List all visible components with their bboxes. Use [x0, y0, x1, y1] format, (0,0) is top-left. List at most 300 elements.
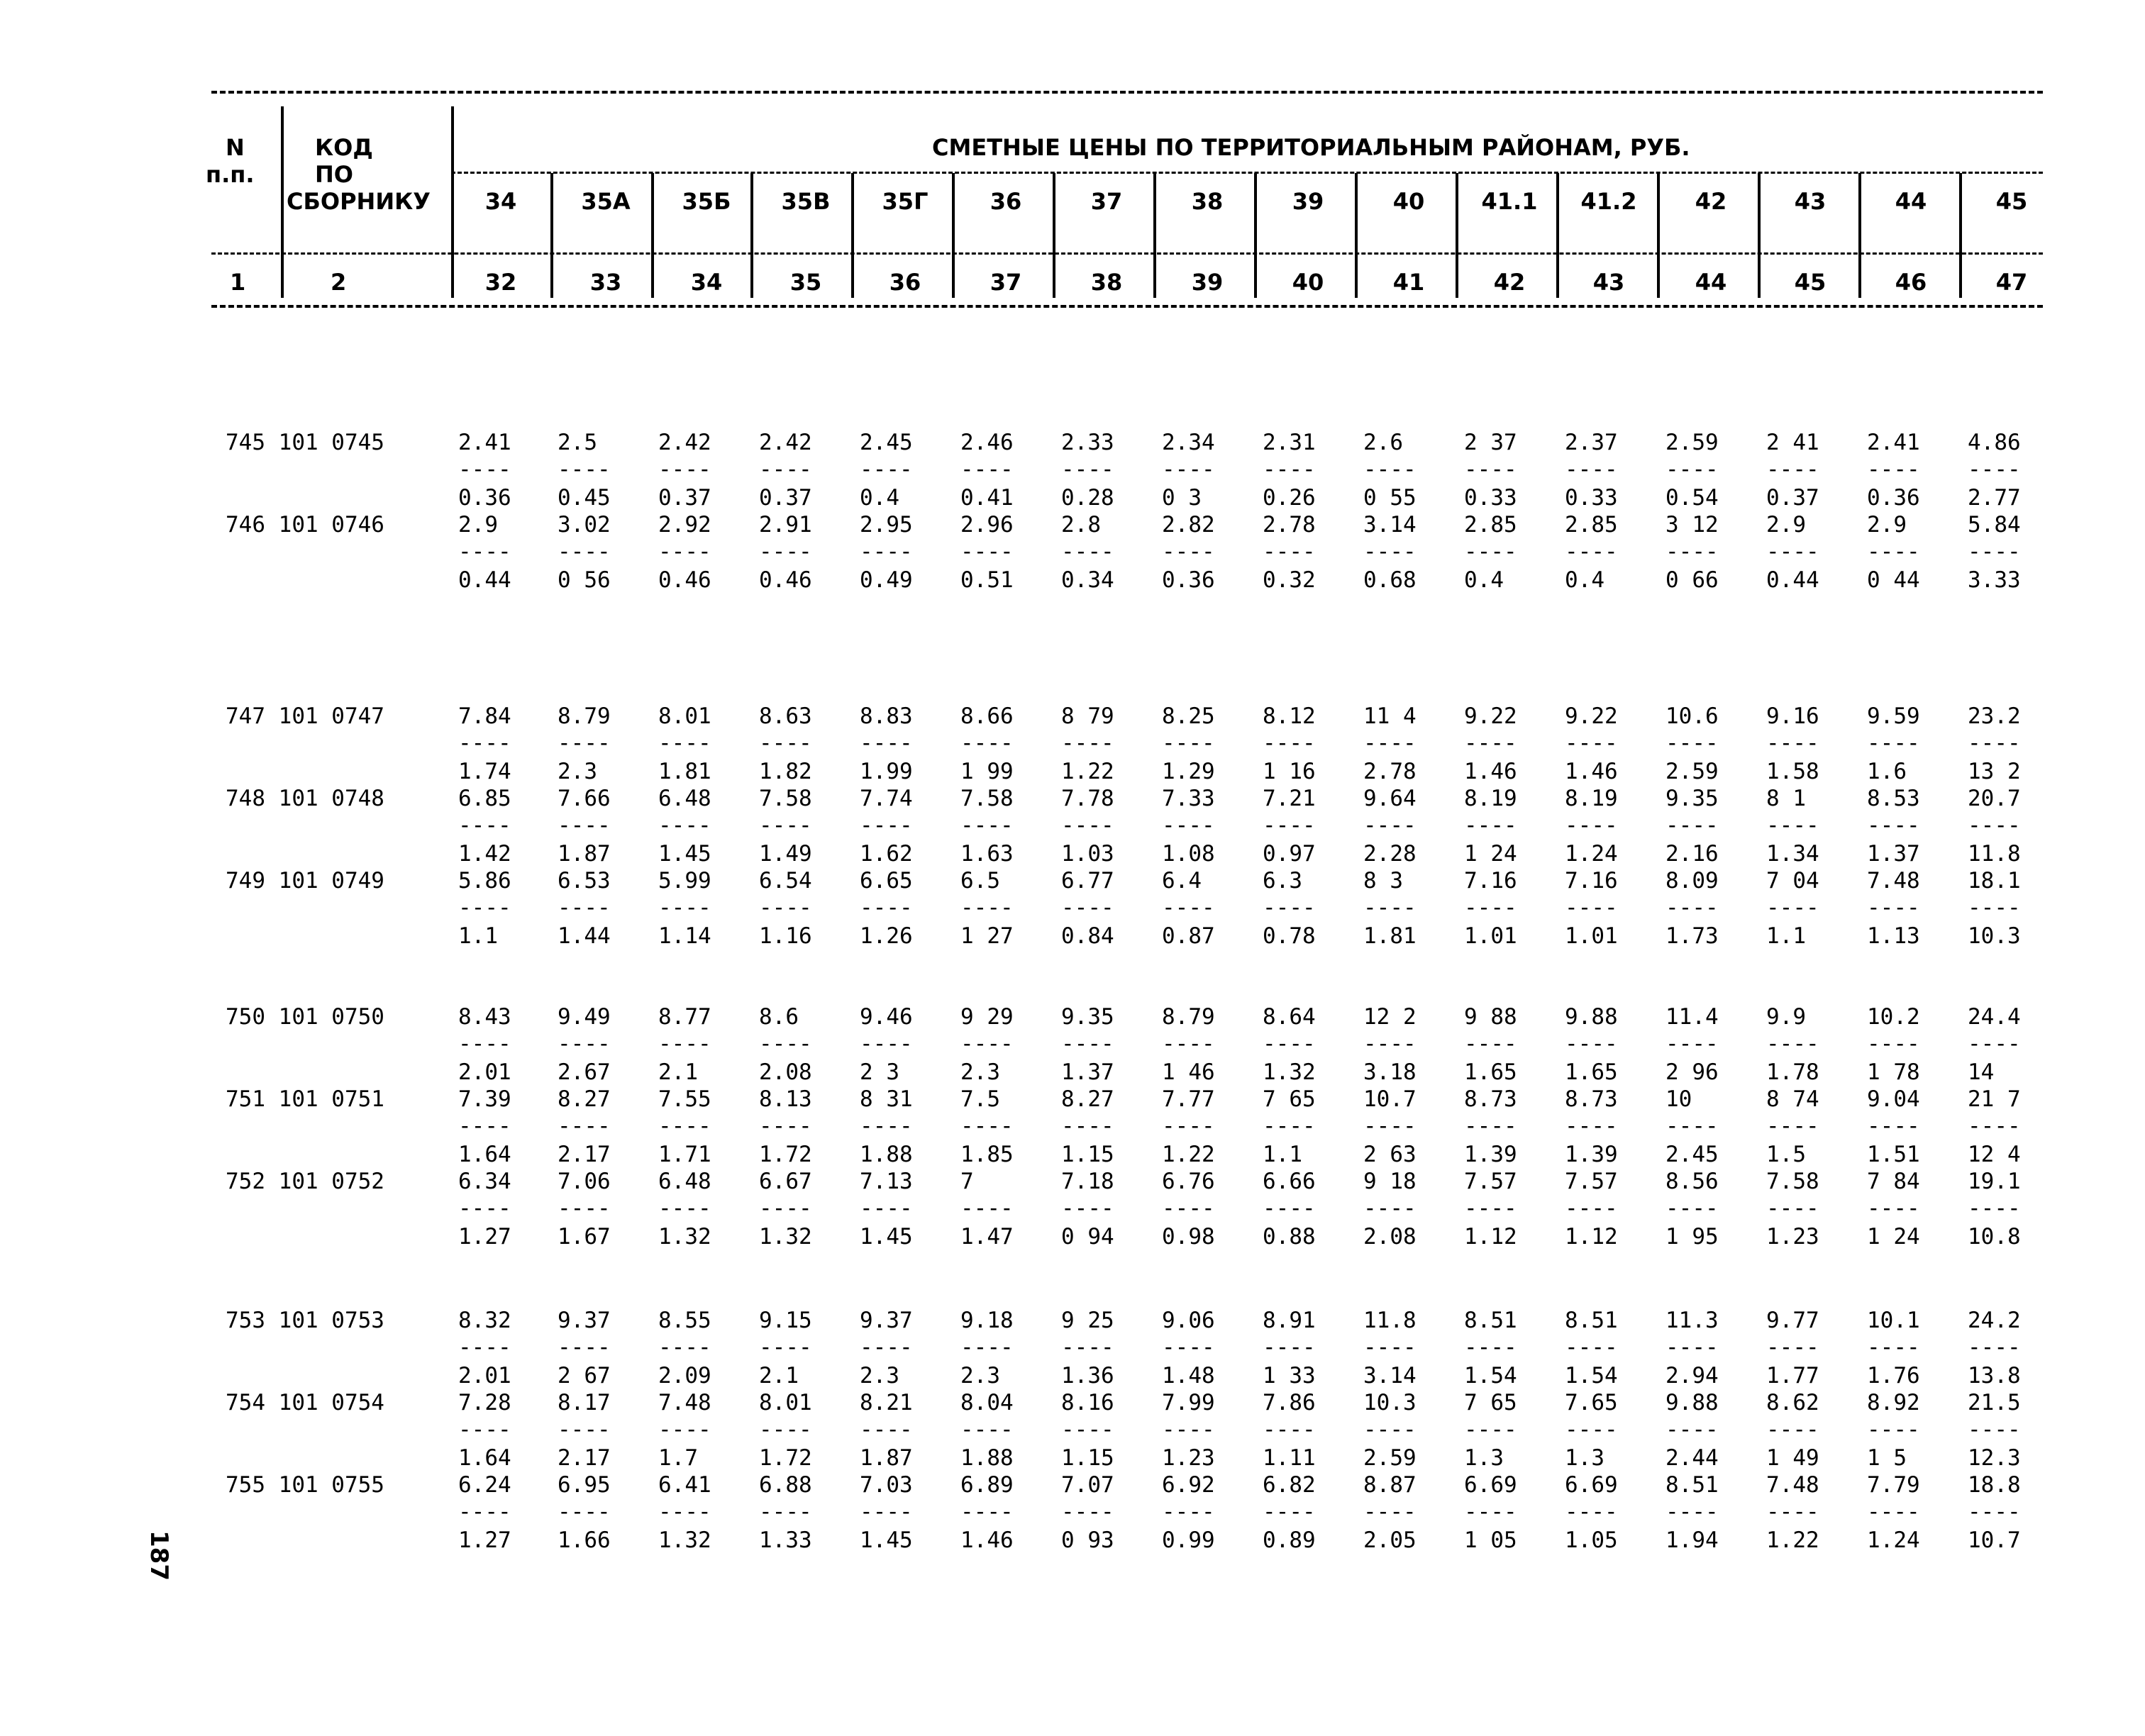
table-cell: 8.87: [1363, 1472, 1417, 1498]
table-cell: 7.77: [1162, 1086, 1215, 1112]
table-cell: 1.39: [1565, 1142, 1618, 1167]
table-cell: 1.23: [1766, 1224, 1819, 1250]
table-cell: 1.12: [1464, 1224, 1517, 1250]
fraction-bar: ----: [1162, 1031, 1215, 1057]
table-cell: 0.54: [1665, 485, 1719, 511]
table-cell: 2.92: [658, 512, 711, 538]
fraction-bar: ----: [1464, 1417, 1517, 1442]
table-cell: 3.18: [1363, 1059, 1417, 1085]
table-cell: 9.37: [860, 1308, 913, 1333]
fraction-bar: ----: [960, 1031, 1014, 1057]
table-cell: 6.24: [458, 1472, 511, 1498]
fraction-bar: ----: [1363, 1335, 1417, 1360]
table-cell: 6.65: [860, 868, 913, 894]
district-label: 42: [1695, 188, 1727, 215]
fraction-bar: ----: [458, 539, 511, 564]
column-number: 41: [1392, 269, 1425, 296]
fraction-bar: ----: [1464, 1499, 1517, 1525]
fraction-bar: ----: [658, 1499, 711, 1525]
fraction-bar: ----: [1565, 813, 1618, 838]
table-cell: 1.58: [1766, 759, 1819, 784]
row-code-label: 751 101 0751: [226, 1086, 384, 1112]
table-cell: 7.57: [1565, 1169, 1618, 1194]
table-cell: 19.1: [1968, 1169, 2021, 1194]
table-cell: 2.01: [458, 1059, 511, 1085]
table-cell: 0.44: [458, 567, 511, 593]
fraction-bar: ----: [1766, 1335, 1819, 1360]
table-cell: 7 04: [1766, 868, 1819, 894]
table-cell: 9.37: [558, 1308, 611, 1333]
table-cell: 8.83: [860, 703, 913, 729]
table-cell: 0.36: [1867, 485, 1920, 511]
table-cell: 2.78: [1263, 512, 1316, 538]
district-label: 35В: [781, 188, 831, 215]
table-cell: 1.36: [1061, 1363, 1114, 1389]
table-cell: 10: [1665, 1086, 1692, 1112]
header-column-separator: [1959, 173, 1962, 298]
header-column-separator: [281, 106, 284, 298]
fraction-bar: ----: [1867, 1417, 1920, 1442]
table-cell: 8.79: [1162, 1004, 1215, 1030]
table-cell: 2.08: [1363, 1224, 1417, 1250]
table-cell: 1.1: [458, 923, 498, 949]
table-cell: 0.26: [1263, 485, 1316, 511]
fraction-bar: ----: [1061, 457, 1114, 482]
table-cell: 5.84: [1968, 512, 2021, 538]
table-cell: 1 99: [960, 759, 1014, 784]
fraction-bar: ----: [759, 1031, 812, 1057]
fraction-bar: ----: [1061, 1335, 1114, 1360]
table-cell: 8.01: [658, 703, 711, 729]
table-cell: 6.95: [558, 1472, 611, 1498]
table-cell: 1.7: [658, 1445, 698, 1471]
table-cell: 8 3: [1363, 868, 1403, 894]
table-cell: 1 27: [960, 923, 1014, 949]
fraction-bar: ----: [558, 457, 611, 482]
fraction-bar: ----: [1867, 730, 1920, 756]
fraction-bar: ----: [960, 730, 1014, 756]
fraction-bar: ----: [1464, 730, 1517, 756]
table-cell: 1.45: [658, 841, 711, 867]
table-cell: 7.48: [1766, 1472, 1819, 1498]
table-cell: 9.88: [1565, 1004, 1618, 1030]
fraction-bar: ----: [558, 1113, 611, 1139]
header-column-separator: [952, 173, 955, 298]
table-cell: 1.05: [1565, 1528, 1618, 1553]
table-cell: 2.46: [960, 430, 1014, 455]
table-cell: 8.01: [759, 1390, 812, 1415]
fraction-bar: ----: [658, 457, 711, 482]
fraction-bar: ----: [1363, 730, 1417, 756]
fraction-bar: ----: [1565, 730, 1618, 756]
fraction-bar: ----: [759, 1335, 812, 1360]
fraction-bar: ----: [860, 895, 913, 920]
district-label: 39: [1292, 188, 1324, 215]
row-code-label: 745 101 0745: [226, 430, 384, 455]
table-cell: 2 41: [1766, 430, 1819, 455]
table-cell: 0 94: [1061, 1224, 1114, 1250]
table-cell: 2.9: [1867, 512, 1907, 538]
table-cell: 23.2: [1968, 703, 2021, 729]
table-cell: 7.06: [558, 1169, 611, 1194]
table-cell: 1.45: [860, 1224, 913, 1250]
header-column-separator: [651, 173, 654, 298]
fraction-bar: ----: [558, 1031, 611, 1057]
table-cell: 1.54: [1464, 1363, 1517, 1389]
table-cell: 1.03: [1061, 841, 1114, 867]
table-cell: 2 3: [860, 1059, 899, 1085]
fraction-bar: ----: [1665, 539, 1719, 564]
table-cell: 0.98: [1162, 1224, 1215, 1250]
fraction-bar: ----: [759, 730, 812, 756]
table-cell: 2.17: [558, 1142, 611, 1167]
fraction-bar: ----: [1363, 1196, 1417, 1221]
fraction-bar: ----: [1263, 730, 1316, 756]
fraction-bar: ----: [1263, 1499, 1316, 1525]
table-cell: 7.13: [860, 1169, 913, 1194]
table-cell: 8.13: [759, 1086, 812, 1112]
table-cell: 7.74: [860, 786, 913, 811]
fraction-bar: ----: [1464, 813, 1517, 838]
table-cell: 2.42: [759, 430, 812, 455]
table-cell: 0 55: [1363, 485, 1417, 511]
district-label: 38: [1191, 188, 1224, 215]
table-cell: 0.88: [1263, 1224, 1316, 1250]
table-cell: 1.46: [960, 1528, 1014, 1553]
table-cell: 9 29: [960, 1004, 1014, 1030]
table-cell: 2.33: [1061, 430, 1114, 455]
table-cell: 2.96: [960, 512, 1014, 538]
table-cell: 2.9: [458, 512, 498, 538]
table-cell: 8.12: [1263, 703, 1316, 729]
table-cell: 1.32: [759, 1224, 812, 1250]
table-cell: 0.4: [860, 485, 899, 511]
table-cell: 8.21: [860, 1390, 913, 1415]
fraction-bar: ----: [1766, 1499, 1819, 1525]
table-cell: 2 37: [1464, 430, 1517, 455]
table-cell: 21.5: [1968, 1390, 2021, 1415]
table-cell: 1.82: [759, 759, 812, 784]
fraction-bar: ----: [860, 457, 913, 482]
fraction-bar: ----: [458, 1417, 511, 1442]
table-cell: 7.57: [1464, 1169, 1517, 1194]
table-cell: 7.78: [1061, 786, 1114, 811]
table-cell: 9 18: [1363, 1169, 1417, 1194]
table-cell: 10.8: [1968, 1224, 2021, 1250]
fraction-bar: ----: [1162, 1113, 1215, 1139]
table-cell: 7.58: [759, 786, 812, 811]
header-number-row-rule: [211, 252, 2043, 255]
table-cell: 8.64: [1263, 1004, 1316, 1030]
table-cell: 1.73: [1665, 923, 1719, 949]
table-cell: 9.77: [1766, 1308, 1819, 1333]
fraction-bar: ----: [558, 730, 611, 756]
table-cell: 8.27: [558, 1086, 611, 1112]
table-cell: 1.99: [860, 759, 913, 784]
table-cell: 1.3: [1565, 1445, 1604, 1471]
table-cell: 6.77: [1061, 868, 1114, 894]
table-cell: 1.37: [1867, 841, 1920, 867]
table-cell: 0.89: [1263, 1528, 1316, 1553]
fraction-bar: ----: [1565, 1499, 1618, 1525]
fraction-bar: ----: [759, 1196, 812, 1221]
column-number: 44: [1695, 269, 1727, 296]
column-number: 32: [484, 269, 517, 296]
table-cell: 1.22: [1061, 759, 1114, 784]
table-cell: 0 66: [1665, 567, 1719, 593]
table-cell: 7.99: [1162, 1390, 1215, 1415]
fraction-bar: ----: [759, 813, 812, 838]
row-code-label: 755 101 0755: [226, 1472, 384, 1498]
header-column-separator: [451, 106, 454, 298]
fraction-bar: ----: [458, 1031, 511, 1057]
fraction-bar: ----: [458, 457, 511, 482]
fraction-bar: ----: [1363, 1031, 1417, 1057]
fraction-bar: ----: [1061, 1499, 1114, 1525]
fraction-bar: ----: [1162, 1196, 1215, 1221]
fraction-bar: ----: [1061, 539, 1114, 564]
table-cell: 1.26: [860, 923, 913, 949]
table-cell: 0.4: [1565, 567, 1604, 593]
table-cell: 1 24: [1867, 1224, 1920, 1250]
page-number: 187: [145, 1530, 173, 1581]
table-cell: 24.2: [1968, 1308, 2021, 1333]
table-cell: 1.78: [1766, 1059, 1819, 1085]
table-cell: 2.5: [558, 430, 597, 455]
fraction-bar: ----: [558, 813, 611, 838]
fraction-bar: ----: [1665, 1417, 1719, 1442]
table-cell: 6.48: [658, 786, 711, 811]
table-cell: 1.45: [860, 1528, 913, 1553]
fraction-bar: ----: [1162, 539, 1215, 564]
table-cell: 7.18: [1061, 1169, 1114, 1194]
fraction-bar: ----: [1464, 1113, 1517, 1139]
table-cell: 6.69: [1565, 1472, 1618, 1498]
fraction-bar: ----: [1665, 1113, 1719, 1139]
table-cell: 1.65: [1464, 1059, 1517, 1085]
table-cell: 1.37: [1061, 1059, 1114, 1085]
table-cell: 6.82: [1263, 1472, 1316, 1498]
table-cell: 9 88: [1464, 1004, 1517, 1030]
fraction-bar: ----: [960, 539, 1014, 564]
table-cell: 9.46: [860, 1004, 913, 1030]
table-cell: 7 84: [1867, 1169, 1920, 1194]
district-label: 35Б: [682, 188, 731, 215]
column-number: 45: [1794, 269, 1827, 296]
fraction-bar: ----: [759, 457, 812, 482]
fraction-bar: ----: [960, 1417, 1014, 1442]
table-cell: 2.09: [658, 1363, 711, 1389]
table-cell: 14: [1968, 1059, 1995, 1085]
table-cell: 0 56: [558, 567, 611, 593]
table-cell: 2.1: [658, 1059, 698, 1085]
table-cell: 2.34: [1162, 430, 1215, 455]
fraction-bar: ----: [860, 539, 913, 564]
column-number: 43: [1592, 269, 1625, 296]
table-cell: 8.66: [960, 703, 1014, 729]
table-cell: 6.69: [1464, 1472, 1517, 1498]
table-cell: 1.01: [1464, 923, 1517, 949]
district-label: 40: [1392, 188, 1425, 215]
table-cell: 1.29: [1162, 759, 1215, 784]
fraction-bar: ----: [458, 813, 511, 838]
table-cell: 2.59: [1665, 759, 1719, 784]
table-cell: 8.62: [1766, 1390, 1819, 1415]
fraction-bar: ----: [860, 813, 913, 838]
table-cell: 1.88: [960, 1445, 1014, 1471]
table-cell: 1.72: [759, 1142, 812, 1167]
district-label: 37: [1090, 188, 1123, 215]
fraction-bar: ----: [658, 1417, 711, 1442]
fraction-bar: ----: [1968, 1499, 2021, 1525]
header-column-separator: [1254, 173, 1257, 298]
table-cell: 1.51: [1867, 1142, 1920, 1167]
table-cell: 2.16: [1665, 841, 1719, 867]
table-cell: 1.49: [759, 841, 812, 867]
fraction-bar: ----: [558, 1196, 611, 1221]
fraction-bar: ----: [1565, 1113, 1618, 1139]
fraction-bar: ----: [960, 1113, 1014, 1139]
table-cell: 2.85: [1565, 512, 1618, 538]
fraction-bar: ----: [1363, 1417, 1417, 1442]
table-cell: 1.16: [759, 923, 812, 949]
fraction-bar: ----: [860, 1196, 913, 1221]
table-cell: 9.16: [1766, 703, 1819, 729]
table-cell: 2.8: [1061, 512, 1101, 538]
table-cell: 0 93: [1061, 1528, 1114, 1553]
table-cell: 1.88: [860, 1142, 913, 1167]
table-cell: 1.08: [1162, 841, 1215, 867]
table-cell: 2.05: [1363, 1528, 1417, 1553]
table-cell: 1.66: [558, 1528, 611, 1553]
fraction-bar: ----: [458, 730, 511, 756]
table-cell: 2.3: [558, 759, 597, 784]
district-label: 45: [1995, 188, 2028, 215]
fraction-bar: ----: [1766, 813, 1819, 838]
fraction-bar: ----: [1061, 1196, 1114, 1221]
row-code-label: 749 101 0749: [226, 868, 384, 894]
fraction-bar: ----: [1665, 1196, 1719, 1221]
fraction-bar: ----: [960, 1196, 1014, 1221]
fraction-bar: ----: [1968, 1196, 2021, 1221]
table-cell: 8.73: [1565, 1086, 1618, 1112]
table-cell: 6.41: [658, 1472, 711, 1498]
fraction-bar: ----: [1867, 539, 1920, 564]
table-cell: 1.32: [1263, 1059, 1316, 1085]
table-cell: 1.27: [458, 1224, 511, 1250]
fraction-bar: ----: [458, 1196, 511, 1221]
header-column-separator: [1858, 173, 1861, 298]
fraction-bar: ----: [1867, 813, 1920, 838]
table-cell: 2.44: [1665, 1445, 1719, 1471]
table-cell: 0.37: [759, 485, 812, 511]
table-cell: 1.85: [960, 1142, 1014, 1167]
fraction-bar: ----: [1766, 457, 1819, 482]
table-cell: 6.5: [960, 868, 1000, 894]
table-cell: 8.55: [658, 1308, 711, 1333]
header-column-separator: [1556, 173, 1559, 298]
fraction-bar: ----: [759, 895, 812, 920]
table-cell: 0.46: [759, 567, 812, 593]
fraction-bar: ----: [1565, 539, 1618, 564]
table-cell: 0 44: [1867, 567, 1920, 593]
fraction-bar: ----: [1263, 895, 1316, 920]
table-cell: 2.9: [1766, 512, 1806, 538]
fraction-bar: ----: [960, 1499, 1014, 1525]
fraction-bar: ----: [1464, 1335, 1517, 1360]
table-cell: 1.65: [1565, 1059, 1618, 1085]
table-cell: 2.95: [860, 512, 913, 538]
col-code-label-3: СБОРНИКУ: [287, 188, 431, 215]
table-cell: 13 2: [1968, 759, 2021, 784]
table-cell: 1.33: [759, 1528, 812, 1553]
table-cell: 1.11: [1263, 1445, 1316, 1471]
fraction-bar: ----: [1766, 1417, 1819, 1442]
table-cell: 1.77: [1766, 1363, 1819, 1389]
table-cell: 7.48: [658, 1390, 711, 1415]
table-cell: 0.87: [1162, 923, 1215, 949]
column-number: 35: [789, 269, 822, 296]
table-cell: 9.35: [1665, 786, 1719, 811]
table-cell: 3.14: [1363, 512, 1417, 538]
fraction-bar: ----: [1665, 1031, 1719, 1057]
table-cell: 8.04: [960, 1390, 1014, 1415]
fraction-bar: ----: [1867, 1196, 1920, 1221]
table-cell: 6.48: [658, 1169, 711, 1194]
fraction-bar: ----: [658, 1113, 711, 1139]
table-cell: 0.68: [1363, 567, 1417, 593]
table-cell: 7.58: [960, 786, 1014, 811]
table-cell: 7: [960, 1169, 974, 1194]
fraction-bar: ----: [1968, 1335, 2021, 1360]
col-pp-label: п.п.: [206, 161, 255, 188]
table-cell: 7.03: [860, 1472, 913, 1498]
table-cell: 8.27: [1061, 1086, 1114, 1112]
table-cell: 1.72: [759, 1445, 812, 1471]
table-cell: 1.15: [1061, 1445, 1114, 1471]
fraction-bar: ----: [658, 730, 711, 756]
fraction-bar: ----: [1162, 1417, 1215, 1442]
fraction-bar: ----: [1263, 1031, 1316, 1057]
fraction-bar: ----: [1061, 813, 1114, 838]
table-cell: 8 1: [1766, 786, 1806, 811]
fraction-bar: ----: [558, 1335, 611, 1360]
table-cell: 7.66: [558, 786, 611, 811]
fraction-bar: ----: [1061, 1113, 1114, 1139]
fraction-bar: ----: [658, 813, 711, 838]
table-cell: 0.97: [1263, 841, 1316, 867]
table-cell: 6.53: [558, 868, 611, 894]
fraction-bar: ----: [1061, 895, 1114, 920]
table-cell: 2.59: [1665, 430, 1719, 455]
table-cell: 2.6: [1363, 430, 1403, 455]
fraction-bar: ----: [1968, 813, 2021, 838]
table-cell: 8.51: [1464, 1308, 1517, 1333]
table-cell: 13.8: [1968, 1363, 2021, 1389]
table-cell: 8.56: [1665, 1169, 1719, 1194]
table-cell: 0.37: [1766, 485, 1819, 511]
table-cell: 2.94: [1665, 1363, 1719, 1389]
table-cell: 10.6: [1665, 703, 1719, 729]
table-cell: 1 33: [1263, 1363, 1316, 1389]
table-cell: 1.81: [1363, 923, 1417, 949]
fraction-bar: ----: [960, 895, 1014, 920]
table-cell: 5.86: [458, 868, 511, 894]
fraction-bar: ----: [1665, 730, 1719, 756]
table-cell: 1.5: [1766, 1142, 1806, 1167]
table-cell: 1 16: [1263, 759, 1316, 784]
table-cell: 1.34: [1766, 841, 1819, 867]
